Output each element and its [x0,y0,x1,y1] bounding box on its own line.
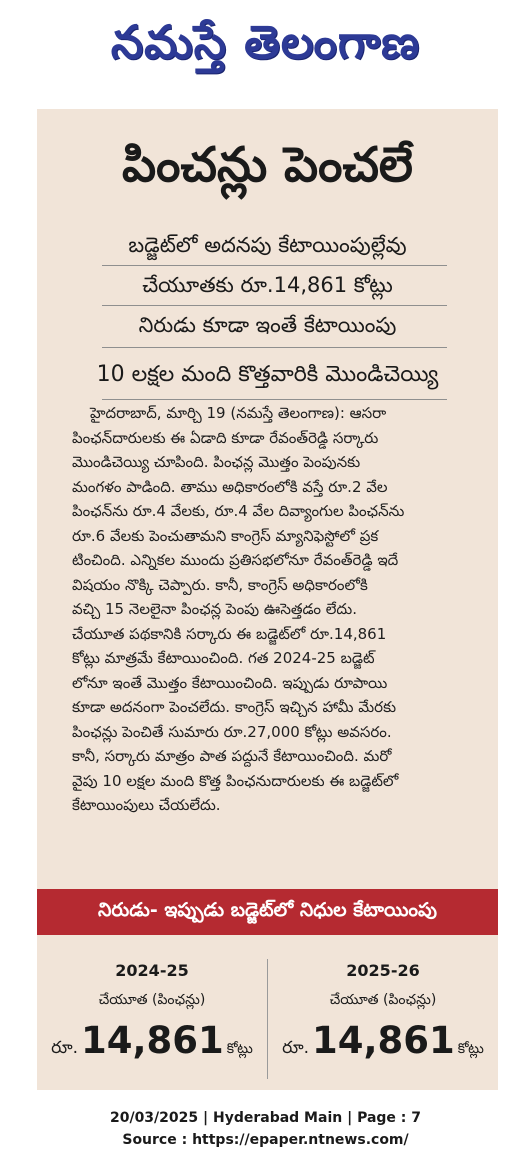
body-line: రూ.6 వేలకు పెంచుతామని కాంగ్రెస్ మ్యానిఫెస్టోలో ప్రక [72,526,379,545]
masthead-logo-text: నమస్తే తెలంగాణ [110,15,421,69]
article-panel [37,109,498,1090]
body-line: కూడా అదనంగా పెంచలేదు. కాంగ్రెస్ ఇచ్చిన హామీ మేరకు [72,698,397,716]
amount-suffix: కోట్లు [457,1041,484,1057]
body-line: హైదరాబాద్, మార్చి 19 (నమస్తే తెలంగాణ): ఆసరా [90,404,387,422]
footer-edition-info: 20/03/2025 | Hyderabad Main | Page : 7 [109,1110,422,1126]
body-line: కేటాయింపులు చేయలేదు. [72,796,221,814]
subhead-divider [102,265,447,266]
amount-value: 14,861 [312,1019,455,1062]
masthead-logo [0,0,531,96]
subhead-3: నిరుడు కూడా ఇంతే కేటాయింపు [138,313,397,337]
subhead-2: చేయూతకు రూ.14,861 కోట్లు [142,273,393,297]
body-line: లోనూ ఇంతే మొత్తం కేటాయించింది. ఇప్పుడు రూపాయి [72,673,388,692]
body-line: మొండిచెయ్యి చూపింది. పింఛన్ల మొత్తం పెంపునకు [72,453,361,471]
body-line: కోట్లు మాత్రమే కేటాయించింది. గత 2024-25 బడ్జెట్ [72,649,375,667]
subhead-4: 10 లక్షల మంది కొత్తవారికి మొండిచెయ్యి [96,362,439,387]
body-line: పింఛన్‌ను రూ.4 వేలకు, రూ.4 వేల దివ్యాంగుల పింఛన్‌ను [72,502,405,520]
amount-prefix: రూ. [51,1038,79,1058]
body-line: విషయం నొక్కి చెప్పారు. కానీ, కాంగ్రెస్ అధికారంలోకి [72,575,368,594]
amount-suffix: కోట్లు [226,1041,253,1057]
body-line: కానీ, సర్కారు మాత్రం పాత పద్దునే కేటాయించింది. మరో [72,747,392,765]
body-line: వైపు 10 లక్షల మంది కొత్త పింఛనుదారులకు ఈ బడ్జెట్‌లో [72,771,399,790]
subhead-divider [102,347,447,348]
body-line: మంగళం పాడింది. తాము అధికారంలోకి వస్తే రూ.2 వేల [72,477,388,496]
comparison-column-2025-26 [268,959,498,1071]
column-amount [268,1019,498,1071]
comparison-column-2024-25 [37,959,267,1071]
article-headline: పించన్లు పెంచలే [122,137,413,193]
subhead-divider [102,399,447,400]
body-line: చేయూత పథకానికి సర్కారు ఈ బడ్జెట్‌లో రూ.14,861 [72,624,387,643]
column-label: చేయూత (పింఛన్లు) [329,992,437,1008]
body-line: పింఛన్లు పెంచితే సుమారు రూ.27,000 కోట్లు అవసరం. [72,722,392,741]
amount-prefix: రూ. [282,1038,310,1058]
subhead-divider [102,305,447,306]
comparison-banner: నిరుడు- ఇప్పుడు బడ్జెట్‌లో నిధుల కేటాయింపు [37,889,498,935]
column-label: చేయూత (పింఛన్లు) [98,992,206,1008]
subhead-1: బడ్జెట్‌లో అదనపు కేటాయింపుల్లేవు [128,233,407,257]
column-year: 2024-25 [115,961,189,980]
body-line: టించింది. ఎన్నికల ముందు ప్రతిసభలోనూ రేవంత్‌రెడ్డి ఇదే [72,551,399,569]
amount-value: 14,861 [81,1019,224,1062]
column-amount [37,1019,267,1071]
footer-source-link[interactable]: Source : https://epaper.ntnews.com/ [122,1132,409,1148]
body-line: వచ్చి 15 నెలలైనా పింఛన్ల పెంపు ఊసెత్తడం లేదు. [72,600,357,618]
column-year: 2025-26 [346,961,420,980]
body-line: పింఛన్‌దారులకు ఈ ఏడాది కూడా రేవంత్‌రెడ్డి సర్కారు [72,428,379,447]
article-body [72,401,465,818]
